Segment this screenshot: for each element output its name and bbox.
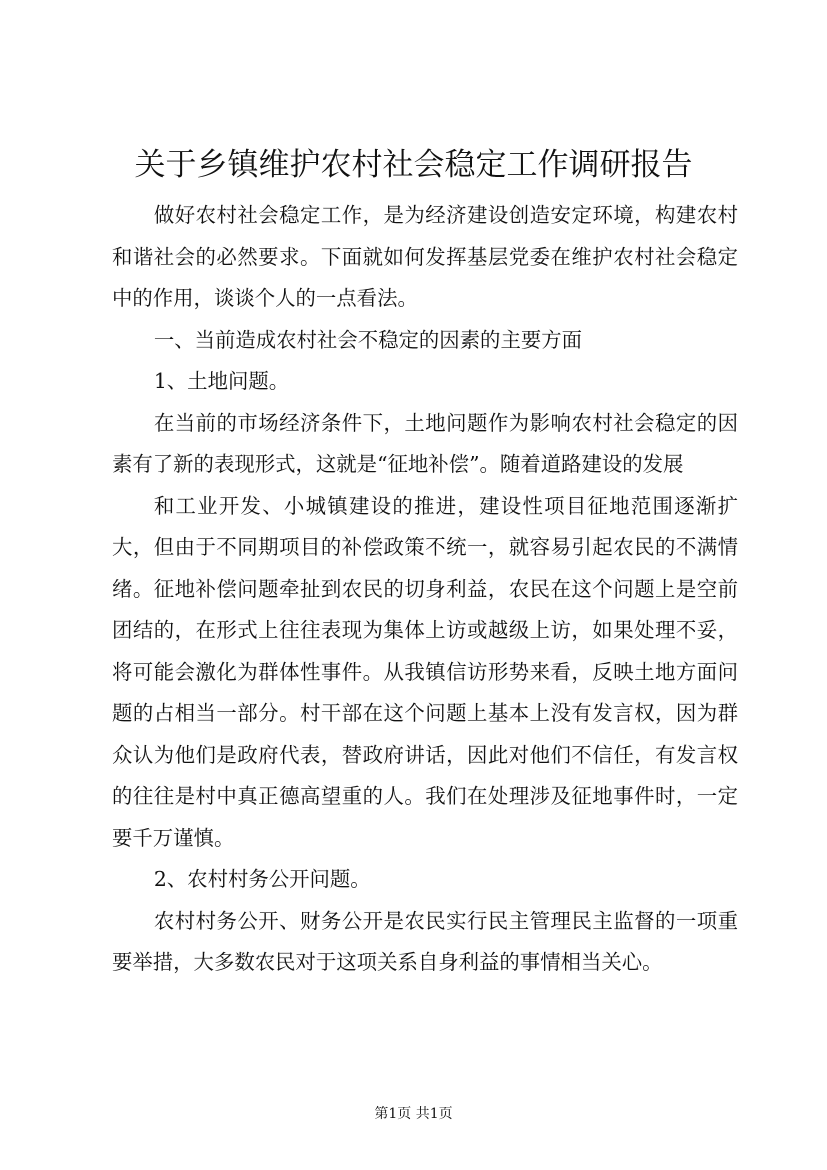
section-heading-1: 一、当前造成农村社会不稳定的因素的主要方面 [153, 327, 583, 352]
paragraph-intro: 做好农村社会稳定工作，是为经济建设创造安定环境，构建农村和谐社会的必然要求。下面就如何发挥基层党委在维护农村社会稳定中的作用，谈谈个人的一点看法。 [112, 203, 738, 310]
subheading-village-affairs: 2、农村村务公开问题。 [153, 867, 371, 891]
document-body [112, 195, 738, 984]
paragraph-land-2: 和工业开发、小城镇建设的推进，建设性项目征地范围逐渐扩大，但由于不同期项目的补偿政策不统一，就容易引起农民的不满情绪。征地补偿问题牵扯到农民的切身利益，农民在这个问题上是空前团结的，在形式上往往表现为集体上访或越级上访，如果处理不妥，将可能会激化为群体性事件。从我镇信访形势来看，反映土地方面问题的占相当一部分。村干部在这个问题上基本上没有发言权，因为群众认为他们是政府代表，替政府讲话，因此对他们不信任，有发言权的往往是村中真正德高望重的人。我们在处理涉及征地事件时，一定要千万谨慎。 [112, 493, 738, 850]
paragraph-village-affairs: 农村村务公开、财务公开是农民实行民主管理民主监督的一项重要举措，大多数农民对于这项关系自身利益的事情相当关心。 [112, 908, 738, 974]
page-footer: 第1页 共1页 [374, 1106, 453, 1122]
subheading-land-issue: 1、土地问题。 [153, 369, 290, 393]
paragraph-land-1: 在当前的市场经济条件下，土地问题作为影响农村社会稳定的因素有了新的表现形式，这就是“征地补偿”。随着道路建设的发展 [112, 410, 738, 476]
document-title: 关于乡镇维护农村社会稳定工作调研报告 [134, 147, 693, 183]
